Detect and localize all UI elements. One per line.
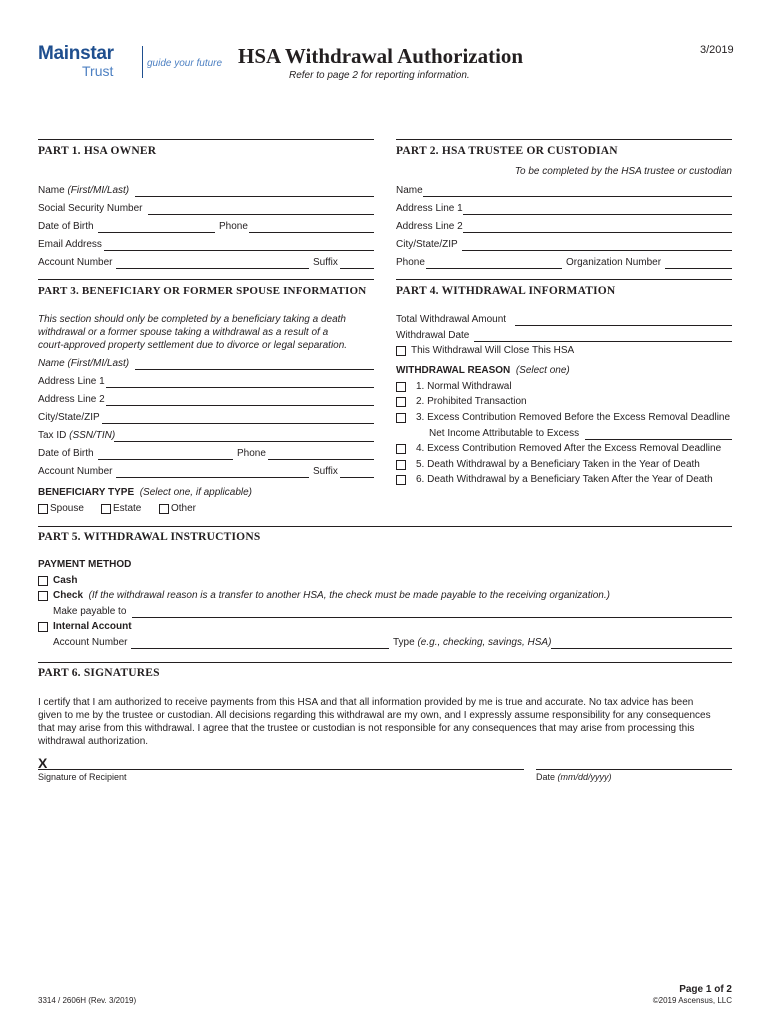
payable-to-field[interactable]: [132, 617, 732, 618]
bene-taxid-field[interactable]: [114, 441, 374, 442]
bene-addr2-label: Address Line 2: [38, 394, 105, 405]
certification-line-1: I certify that I am authorized to receive payments from this HSA and that all information provided by me is true and accurate. No tax advice has been: [38, 697, 694, 708]
bene-account-label: Account Number: [38, 466, 113, 477]
estate-checkbox[interactable]: [101, 504, 111, 514]
account-type-label: Type (e.g., checking, savings, HSA): [393, 637, 552, 648]
part5-rule: [38, 526, 732, 527]
internal-account-number-label: Account Number: [53, 637, 128, 648]
owner-dob-field[interactable]: [98, 232, 215, 233]
cash-label: Cash: [53, 575, 78, 586]
signature-date-field[interactable]: [536, 769, 732, 770]
trustee-city-field[interactable]: [462, 250, 732, 251]
trustee-city-label: City/State/ZIP: [396, 239, 458, 250]
part6-heading: PART 6. SIGNATURES: [38, 667, 160, 679]
bene-taxid-label: Tax ID (SSN/TIN): [38, 430, 116, 441]
certification-line-2: given to me by the trustee or custodian. All decisions regarding this withdrawal are my own, and I expressly assume responsibility for any consequences: [38, 710, 711, 721]
internal-account-label: Internal Account: [53, 621, 132, 632]
signature-field[interactable]: [38, 769, 524, 770]
owner-dob-label: Date of Birth: [38, 221, 94, 232]
trustee-addr1-field[interactable]: [463, 214, 732, 215]
trustee-phone-label: Phone: [396, 257, 425, 268]
trustee-phone-field[interactable]: [426, 268, 562, 269]
tagline: guide your future: [147, 58, 223, 69]
reason-5-label: 5. Death Withdrawal by a Beneficiary Taken in the Year of Death: [416, 459, 700, 470]
bene-name-field[interactable]: [135, 369, 374, 370]
bene-name-label: Name (First/MI/Last): [38, 358, 130, 369]
trustee-name-field[interactable]: [423, 196, 732, 197]
payment-method-label: PAYMENT METHOD: [38, 559, 132, 570]
page-title: HSA Withdrawal Authorization: [238, 44, 524, 68]
total-amount-label: Total Withdrawal Amount: [396, 314, 507, 325]
reason-6-label: 6. Death Withdrawal by a Beneficiary Taken After the Year of Death: [416, 474, 713, 485]
logo-name: Mainstar: [38, 43, 114, 64]
part3-intro-3: court-approved property settlement due to divorce or legal separation.: [38, 340, 348, 351]
owner-account-field[interactable]: [116, 268, 309, 269]
reason-3-label: 3. Excess Contribution Removed Before the Excess Removal Deadline: [416, 412, 731, 423]
spouse-checkbox[interactable]: [38, 504, 48, 514]
trustee-addr1-label: Address Line 1: [396, 203, 463, 214]
owner-email-field[interactable]: [104, 250, 374, 251]
signature-x-mark: X: [38, 755, 48, 771]
bene-addr1-field[interactable]: [106, 387, 374, 388]
bene-addr1-label: Address Line 1: [38, 376, 105, 387]
part2-heading: PART 2. HSA TRUSTEE OR CUSTODIAN: [396, 145, 618, 157]
close-hsa-checkbox[interactable]: [396, 346, 406, 356]
reason-1-label: 1. Normal Withdrawal: [416, 381, 512, 392]
signature-date-label: Date (mm/dd/yyyy): [536, 772, 612, 782]
other-checkbox[interactable]: [159, 504, 169, 514]
part4-heading: PART 4. WITHDRAWAL INFORMATION: [396, 285, 616, 297]
internal-account-number-field[interactable]: [131, 648, 389, 649]
signature-label: Signature of Recipient: [38, 772, 127, 782]
payable-to-label: Make payable to: [53, 606, 127, 617]
trustee-org-label: Organization Number: [566, 257, 662, 268]
logo: [38, 44, 114, 78]
reason-label: WITHDRAWAL REASON (Select one): [396, 365, 570, 376]
owner-account-label: Account Number: [38, 257, 113, 268]
bene-addr2-field[interactable]: [106, 405, 374, 406]
bene-dob-field[interactable]: [98, 459, 233, 460]
net-income-field[interactable]: [585, 439, 732, 440]
owner-suffix-field[interactable]: [340, 268, 374, 269]
form-date: 3/2019: [700, 44, 734, 56]
bene-phone-label: Phone: [237, 448, 266, 459]
part6-rule: [38, 662, 732, 663]
owner-ssn-label: Social Security Number: [38, 203, 143, 214]
other-label: Other: [171, 503, 197, 514]
reason-3-checkbox[interactable]: [396, 413, 406, 423]
withdrawal-date-label: Withdrawal Date: [396, 330, 470, 341]
trustee-addr2-label: Address Line 2: [396, 221, 463, 232]
estate-label: Estate: [113, 503, 142, 514]
reason-2-checkbox[interactable]: [396, 397, 406, 407]
reason-4-label: 4. Excess Contribution Removed After the Excess Removal Deadline: [416, 443, 722, 454]
part3-heading: PART 3. BENEFICIARY OR FORMER SPOUSE INFORMATION: [38, 285, 367, 297]
reason-2-label: 2. Prohibited Transaction: [416, 396, 527, 407]
trustee-addr2-field[interactable]: [463, 232, 732, 233]
bene-account-field[interactable]: [116, 477, 309, 478]
bene-suffix-field[interactable]: [340, 477, 374, 478]
owner-phone-label: Phone: [219, 221, 248, 232]
logo-divider: [142, 46, 143, 78]
part3-intro-2: withdrawal or a former spouse taking a withdrawal as a result of a: [38, 327, 329, 338]
trustee-org-field[interactable]: [665, 268, 732, 269]
owner-email-label: Email Address: [38, 239, 102, 250]
certification-line-3: that may arise from this withdrawal. I agree that the trustee or custodian is not responsible for any consequences that may arise from processing this: [38, 723, 695, 734]
logo-sub: Trust: [82, 63, 114, 79]
withdrawal-date-field[interactable]: [474, 341, 732, 342]
part1-rule: [38, 139, 374, 140]
cash-checkbox[interactable]: [38, 576, 48, 586]
owner-phone-field[interactable]: [249, 232, 374, 233]
owner-name-field[interactable]: [135, 196, 374, 197]
account-type-field[interactable]: [551, 648, 732, 649]
reason-6-checkbox[interactable]: [396, 475, 406, 485]
bene-phone-field[interactable]: [268, 459, 374, 460]
check-checkbox[interactable]: [38, 591, 48, 601]
owner-suffix-label: Suffix: [313, 257, 338, 268]
page-subtitle: Refer to page 2 for reporting information.: [289, 70, 470, 81]
form-number: 3314 / 2606H (Rev. 3/2019): [38, 996, 137, 1005]
trustee-name-label: Name: [396, 185, 423, 196]
bene-type-label: BENEFICIARY TYPE (Select one, if applicable): [38, 487, 252, 498]
spouse-label: Spouse: [50, 503, 84, 514]
net-income-label: Net Income Attributable to Excess: [429, 428, 580, 439]
part2-rule: [396, 139, 732, 140]
owner-ssn-field[interactable]: [148, 214, 374, 215]
bene-city-label: City/State/ZIP: [38, 412, 100, 423]
check-label: Check (If the withdrawal reason is a transfer to another HSA, the check must be made payable to the receiving organization.): [53, 590, 610, 601]
part1-heading: PART 1. HSA OWNER: [38, 145, 157, 157]
close-hsa-label: This Withdrawal Will Close This HSA: [411, 345, 575, 356]
bene-suffix-label: Suffix: [313, 466, 338, 477]
part4-rule: [396, 279, 732, 280]
total-amount-field[interactable]: [515, 325, 732, 326]
part3-intro-1: This section should only be completed by a beneficiary taking a death: [38, 314, 346, 325]
internal-account-checkbox[interactable]: [38, 622, 48, 632]
certification-line-4: withdrawal authorization.: [38, 736, 149, 747]
part2-note: To be completed by the HSA trustee or custodian: [514, 166, 732, 177]
reason-4-checkbox[interactable]: [396, 444, 406, 454]
reason-1-checkbox[interactable]: [396, 382, 406, 392]
part5-heading: PART 5. WITHDRAWAL INSTRUCTIONS: [38, 531, 261, 543]
bene-city-field[interactable]: [102, 423, 374, 424]
part3-rule: [38, 279, 374, 280]
page-number: Page 1 of 2: [679, 984, 732, 995]
bene-dob-label: Date of Birth: [38, 448, 94, 459]
reason-5-checkbox[interactable]: [396, 460, 406, 470]
owner-name-label: Name (First/MI/Last): [38, 185, 130, 196]
copyright: ©2019 Ascensus, LLC: [652, 996, 732, 1005]
